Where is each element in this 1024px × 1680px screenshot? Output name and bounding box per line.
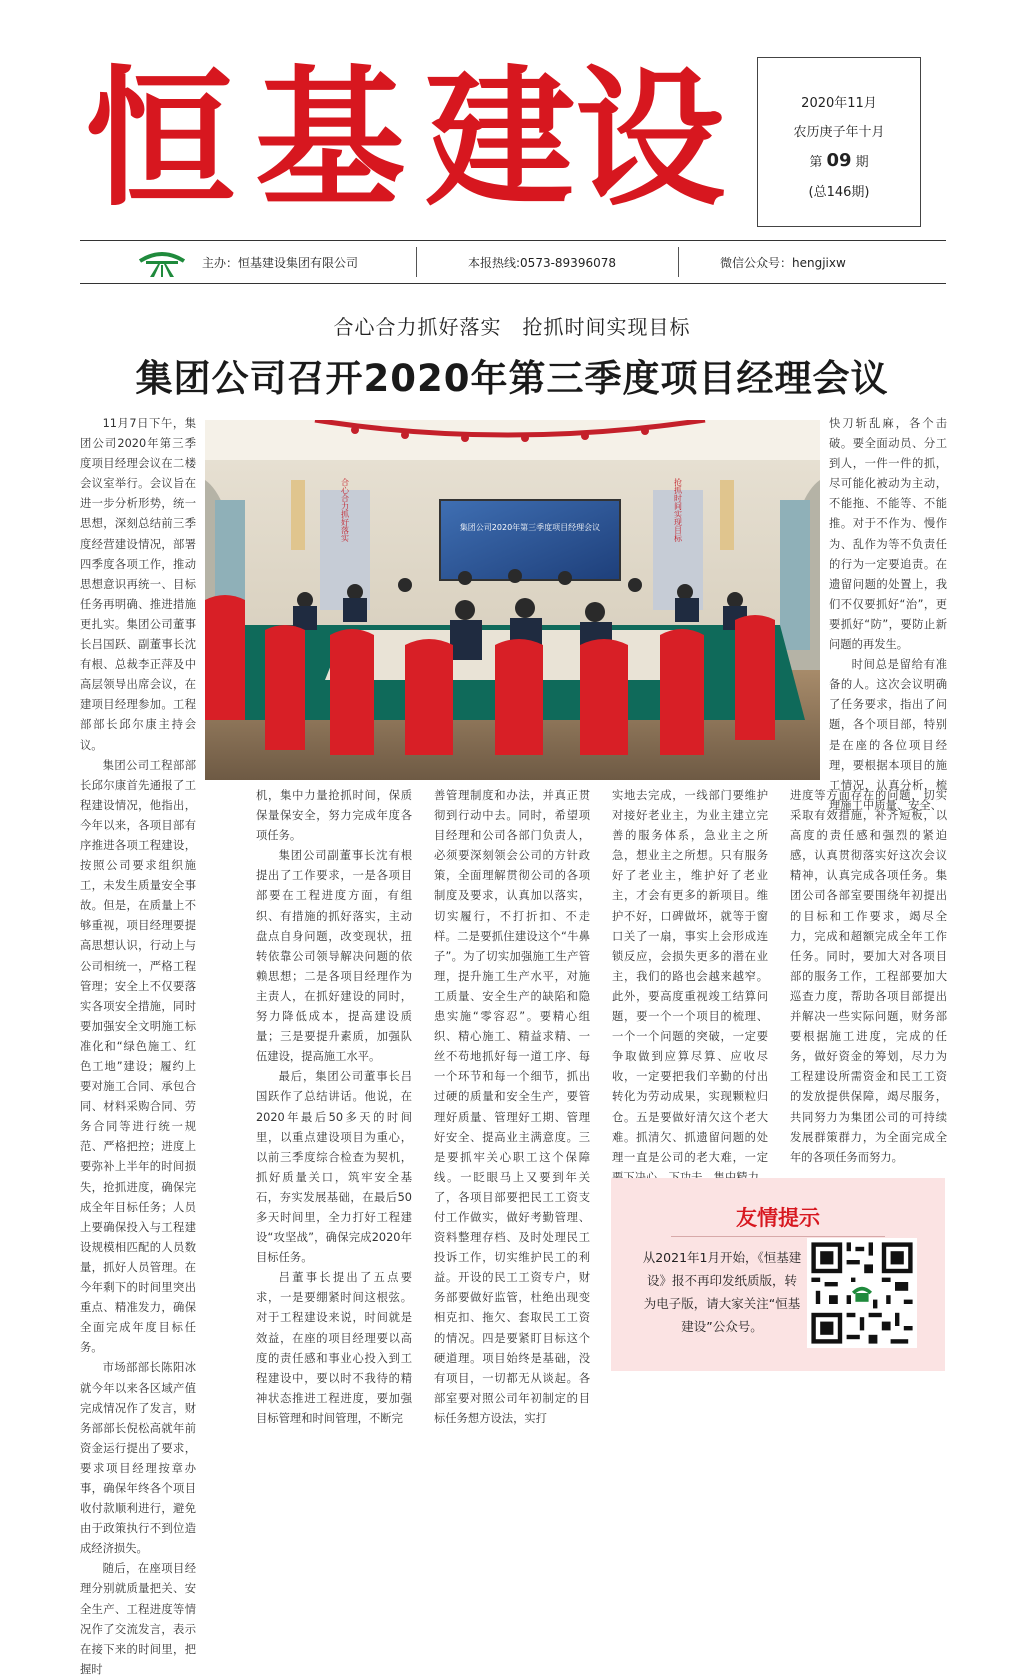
issue-info-box — [757, 57, 921, 227]
paragraph: 最后，集团公司董事长吕国跃作了总结讲话。他说，在2020年最后50多天的时间里，以重点建设项目为重心，以前三季度综合检查为契机，抓好质量关口，筑牢安全基石，夯实发展基础，在最后50多天时间里，全力打好工程建设“攻坚战”，确保完成2020年目标任务。 — [256, 1070, 412, 1265]
masthead-logo — [85, 40, 735, 240]
hotline-text: 本报热线:0573-89396078 — [468, 256, 616, 270]
paragraph: 机，集中力量抢抓时间，保质保量保安全，努力完成年度各项任务。 — [256, 789, 412, 843]
article-headline: 集团公司召开2020年第三季度项目经理会议 — [135, 357, 889, 400]
article-column-5-top — [829, 414, 947, 816]
paragraph: 实地去完成，一线部门要维护对接好老业主，为业主建立完善的服务体系，急业主之所急，想业主之所想。只有服务好了老业主，维护好了老业主，才会有更多的新项目。维护不好，口碑做坏，就等于窗口关了一扇，事实上会形成连锁反应，会损失更多的潜在业主，我们的路也会越来越窄。此外，要高度重视竣工结算问题，要一个一个项目的梳理、一个一个问题的突破，一定要争取做到应算尽算、应收尽收，一定要把我们辛勤的付出转化为劳动成果，实现颗粒归仓。五是要做好清欠这个老大难。抓清欠、抓遗留问题的处理一直是公司的老大难，一定 — [612, 789, 768, 1164]
article-column-4 — [612, 786, 768, 1188]
paragraph: 11月7日下午，集团公司2020年第三季度项目经理会议在二楼会议室举行。会议旨在进一步分析形势，统一思想，深刻总结前三季度经营建设情况，部署四季度各项工作，推动思想意识再统一、目标任务再明确、推进措施更扎实。集团公司董事长吕国跃、副董事长沈有根、总裁李正萍及中高层领导出席会议，在建项目经理参加。工程部部长邱尔康主持会议。 — [80, 417, 196, 752]
paragraph: 集团公司工程部部长邱尔康首先通报了工程建设情况，他指出，今年以来，各项目部有序推进各项工程建设，按照公司要求组织施工，未发生质量安全事故。但是，在质量上不够重视，项目经理要提高思想认识，行动上与公司相统一，严格工程管理；安全上不仅要落实各项安全措施，同时要加强安全文明施工标准化和“绿色施工、红色工地”建设；履约上要对施工合同、承包合同、材料采购合同、劳务合同等进行统一规范、严格把控；进度上要弥补上半年的时间损失，抢抓进度，确保完成全年目标任务；人员上要确保投入与工程建设规模相匹配的人员数量，抓好人员管理。在今年剩下的时间里突出重点、精准发力，确保全面完成年度目标任务。 — [80, 758, 196, 1355]
qr-code-icon[interactable] — [807, 1238, 917, 1348]
divider — [678, 247, 679, 277]
paragraph: 吕董事长提出了五点要求，一是要绷紧时间这根弦。对于工程建设来说，时间就是效益，在座的项目经理要以高度的责任感和事业心投入到工程建设中，要以时不我待的精神状态推进工程进度，要加强目标管理和时间管理，不断完 — [256, 1271, 412, 1425]
photo-left-banner: 合心合力抓好落实 — [340, 478, 350, 542]
paragraph: 集团公司副董事长沈有根提出了工作要求，一是各项目部要在工程进度方面，有组织、有措施的抓好落实，主动盘点自身问题，改变现状，扭转依靠公司领导解决问题的依赖思想；二是各项目经理作为主责人，在抓好建设的同时，努力降低成本，提高建设质量；三是要提升素质，加强队伍建设，提高施工水平。 — [256, 849, 412, 1064]
photo-right-banner: 抢抓时间实现目标 — [673, 478, 683, 542]
photo-screen-text: 集团公司2020年第三季度项目经理会议 — [459, 523, 601, 532]
issue-date: 2020年11月 — [801, 96, 877, 111]
host-text: 主办：恒基建设集团有限公司 — [202, 256, 359, 270]
info-bar — [80, 240, 946, 284]
divider — [416, 247, 417, 277]
company-logo-icon — [138, 247, 186, 277]
article-column-2 — [256, 786, 412, 1429]
issue-prefix: 第 — [809, 155, 823, 170]
issue-lunar-date: 农历庚子年十月 — [793, 125, 885, 140]
paragraph: 进度等方面存在的问题，切实采取有效措施，补齐短板，以高度的责任感和强烈的紧迫感，认真贯彻落实好这次会议精神，认真完成各项任务。集团公司各部室要围绕年初提出的目标和工作要求，竭尽全力，完成和超额完成全年工作任务。同时，要加大对各项目部的服务工作，工程部要加大巡查力度，帮助各项目部提出并解决一些实际问题，财务部要根据施工进度，完成的任务，做好资金的筹划，尽力为工程建设所需资金和民工工资的发放提供保障，竭尽服务，共同努力为集团公司的可持续发展群策群力，为全面完成全年的各项任务而努力。 — [790, 789, 947, 1164]
issue-total: (总146期) — [808, 185, 870, 200]
issue-suffix: 期 — [855, 155, 869, 170]
wechat-text: 微信公众号：hengjixw — [720, 256, 846, 270]
issue-number: 09 — [826, 150, 852, 171]
meeting-photo — [205, 420, 820, 780]
masthead-char: 建 — [425, 51, 576, 227]
notice-message: 从2021年1月开始，《恒基建设》报不再印发纸质版，转为电子版，请大家关注“恒基建设”公众号。 — [642, 1250, 802, 1334]
article-column-3 — [434, 786, 590, 1429]
paragraph: 时间总是留给有准备的人。这次会议明确了任务要求，指出了问题，各个项目部，特别是在座的各位项目经理，要根据本项目的施工情况，认真分析，梳理施工中质量、安全、 — [829, 658, 947, 812]
notice-divider — [671, 1236, 885, 1237]
paragraph: 快刀斩乱麻，各个击破。要全面动员、分工到人，一件一件的抓，尽可能化被动为主动，不能拖、不能等、不能推。对于不作为、慢作为、乱作为等不负责任的行为一定要追责。在遗留问题的处置上，我们不仅要抓好“治”，更要抓好“防”，要防止新问题的再发生。 — [829, 417, 947, 652]
article-kicker: 合心合力抓好落实 抢抓时间实现目标 — [333, 315, 691, 339]
paragraph: 市场部部长陈阳冰就今年以来各区域产值完成情况作了发言，财务部部长倪松高就年前资金运行提出了要求，要求项目经理按章办事，确保年终各个项目收付款顺利进行，避免由于政策执行不到位造成经济损失。 — [80, 1361, 196, 1556]
issue-number-line — [758, 150, 920, 171]
article-column-5-bottom — [790, 786, 947, 1168]
paragraph: 善管理制度和办法，并真正贯彻到行动中去。同时，希望项目经理和公司各部门负责人，必须要深刻领会公司的方针政策，全面理解贯彻公司的各项制度及要求，认真加以落实，切实履行，不打折扣、不走样。二是要抓住建设这个“牛鼻子”。为了切实加强施工生产管理，提升施工生产水平，对施工质量、安全生产的缺陷和隐患实施“零容忍”。要精心组织、精心施工、精益求精、一丝不苟地抓好每一道工序、每一个环节和每一个细节，抓出过硬的质量和安全生产，要管理好质量、管理好工期、管理好安全、提高业主满意度。三是要抓牢关心职工这个保障线。一眨眼马上又要到年关了，各项目部要把民工工资支付工作做实，做好考勤管理、资料整理存档、及时处理民工投诉工作，切实维护民工的利益。开设的民工工资专户，财务部要做好监管，杜绝出现变相克扣、拖欠、套取民工工资的情况。四是要紧盯目标这个硬道理。项目始终是基础，没有项目，一切都无从谈起。各部室要对照公司年初制定的目标任务想方设法，实打 — [434, 789, 590, 1425]
masthead-char: 恒 — [85, 51, 236, 227]
notice-box — [611, 1178, 945, 1371]
masthead-char: 设 — [575, 51, 726, 227]
masthead-char: 基 — [255, 51, 406, 227]
paragraph: 随后，在座项目经理分别就质量把关、安全生产、工程进度等情况作了交流发言，表示在接下来的时间里，把握时 — [80, 1562, 196, 1676]
article-column-1 — [80, 414, 196, 1680]
notice-title: 友情提示 — [736, 1206, 820, 1230]
